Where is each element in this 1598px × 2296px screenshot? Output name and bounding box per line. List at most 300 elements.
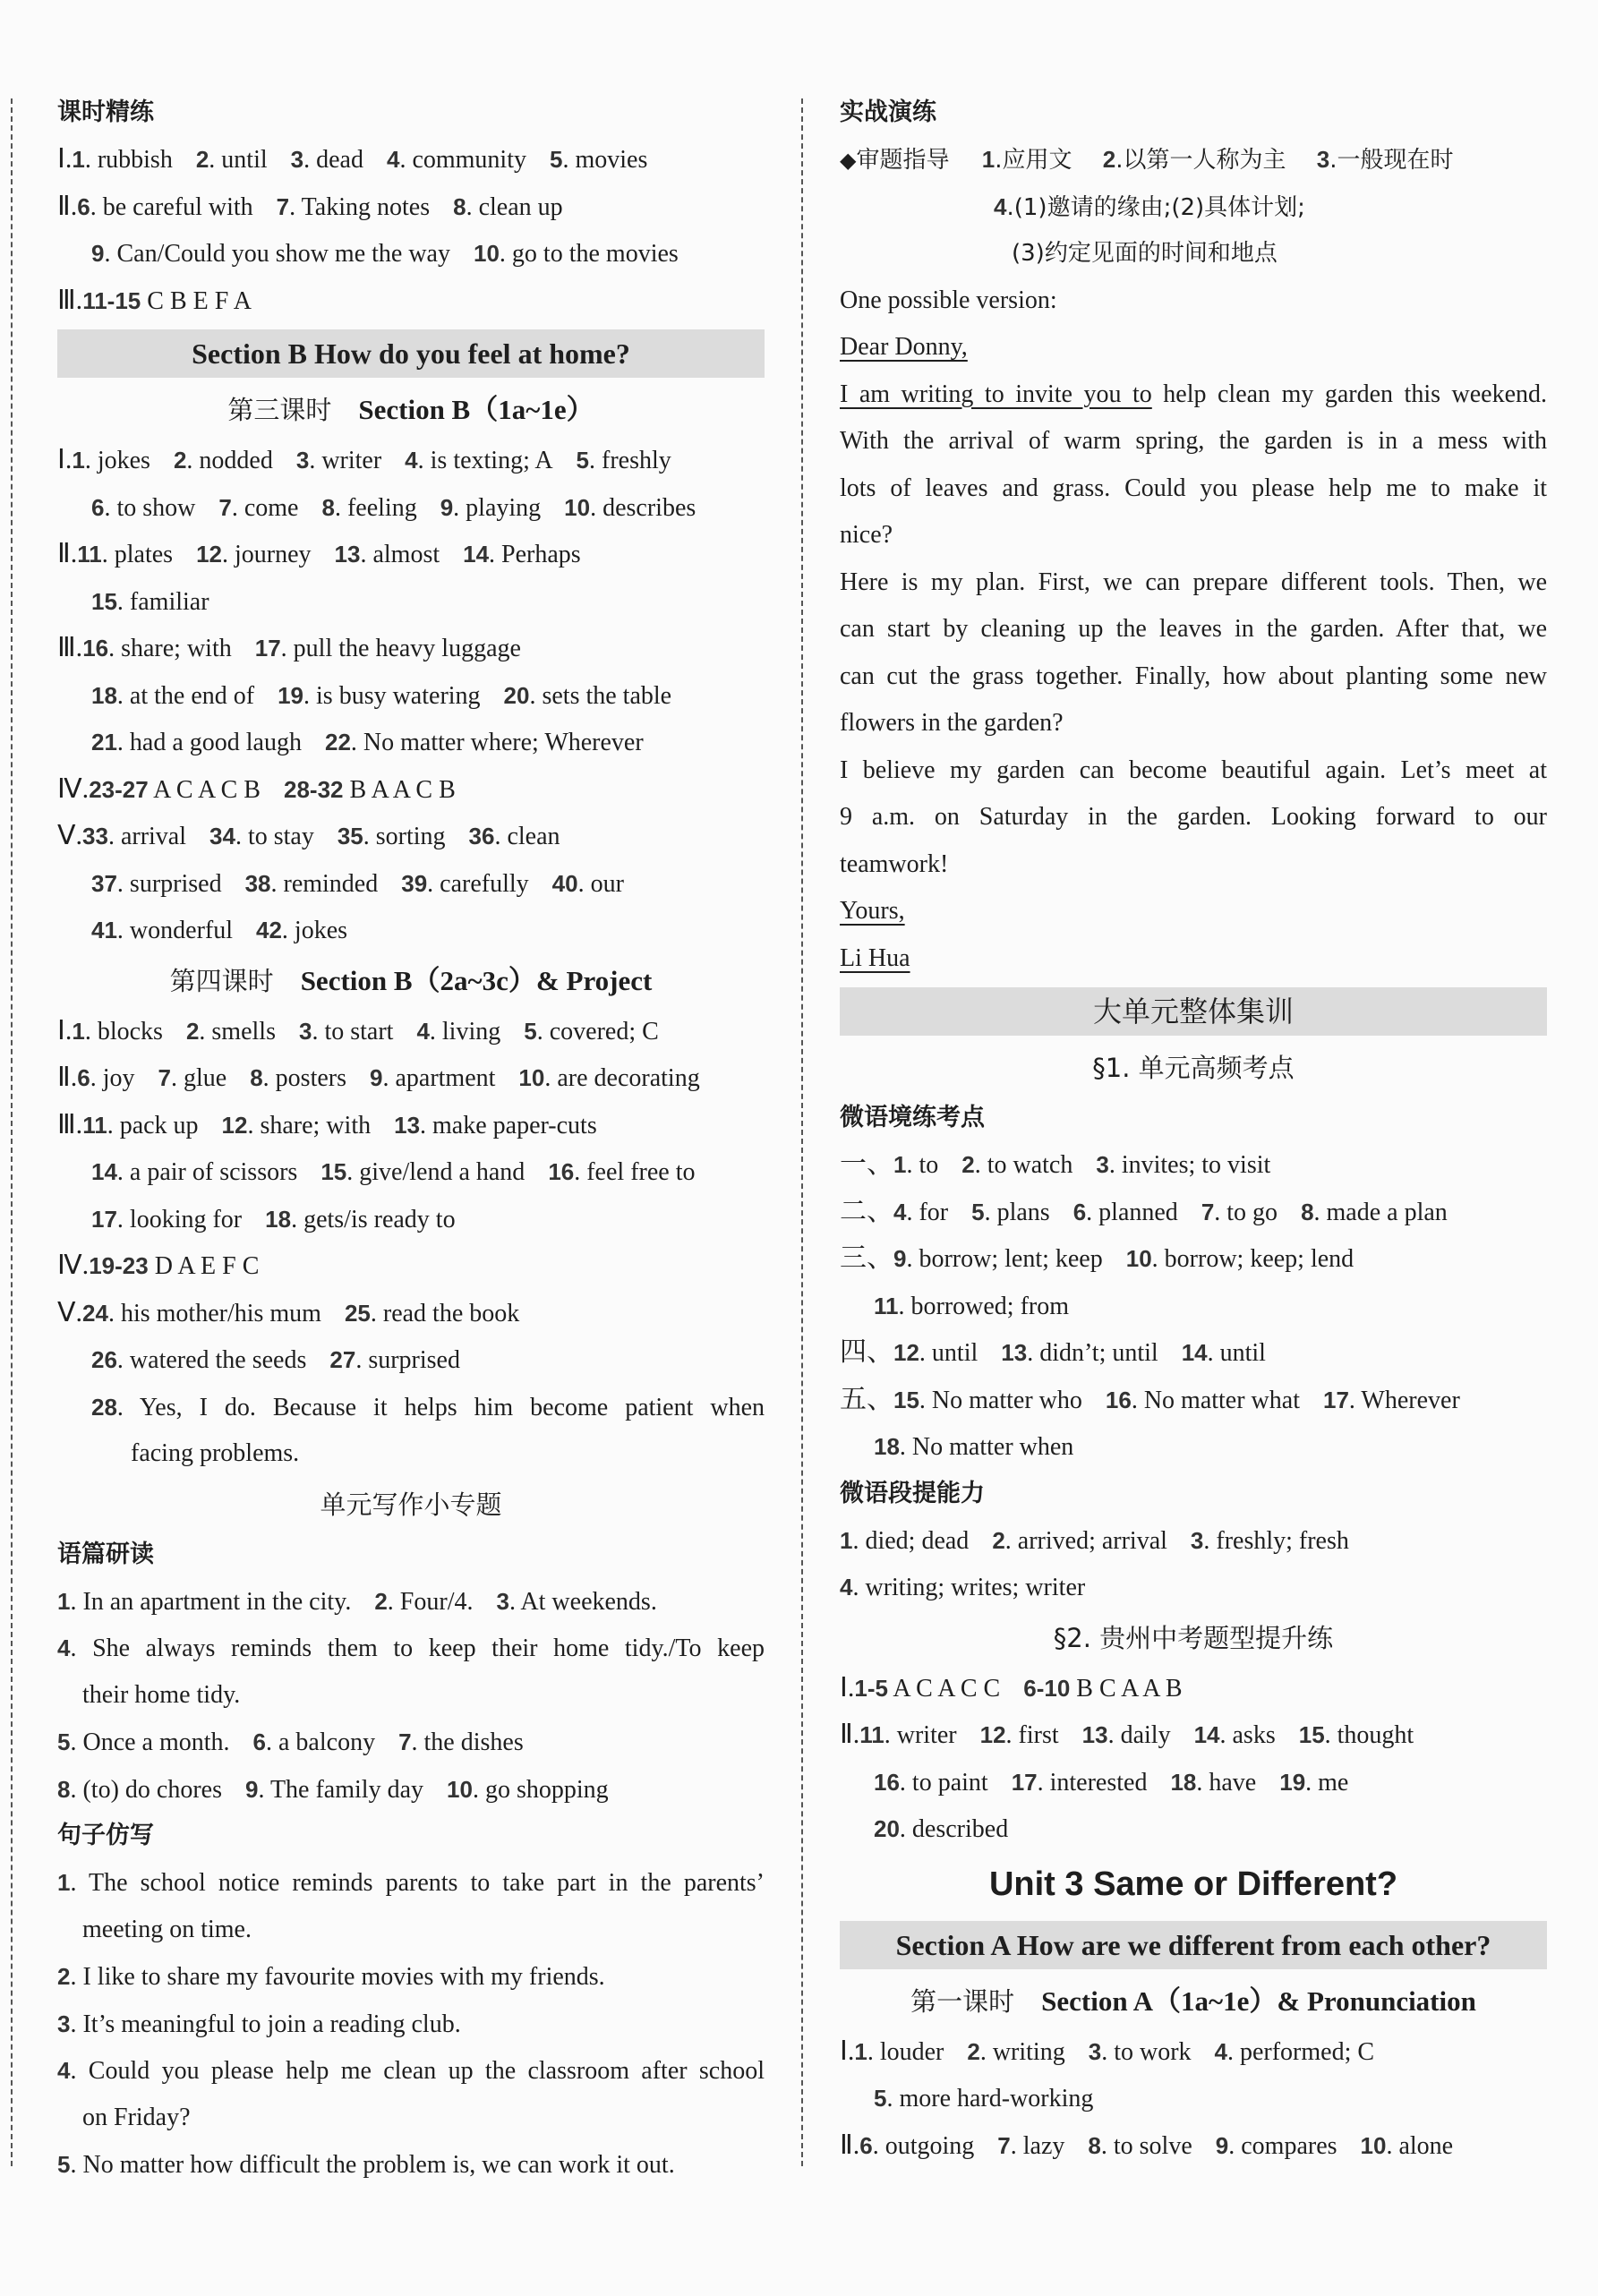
- item-number: 1: [72, 447, 85, 474]
- answer-line: [57, 437, 765, 484]
- answer-item: 41. wonderful: [91, 917, 233, 944]
- answer-text: arrived; arrival: [1017, 1526, 1167, 1555]
- sentence-text: I like to share my favourite movies with my friends.: [82, 1963, 605, 1991]
- sentence-line: on Friday?: [82, 2103, 191, 2131]
- item-number: 24: [82, 1299, 108, 1327]
- letter-line: 9 a.m. on Saturday in the garden. Looking forward to our: [840, 803, 1547, 831]
- answer-item: 10. are decorating: [518, 1064, 700, 1092]
- answer-text: to stay: [247, 823, 314, 850]
- answer-item: 10. borrow; keep; lend: [1125, 1245, 1354, 1273]
- answer-text: plates: [114, 541, 174, 568]
- answer-text: is busy watering: [316, 681, 481, 710]
- roman-numeral: Ⅳ.: [57, 773, 90, 804]
- answer-text: surprised: [129, 869, 222, 898]
- letter-text: help clean my garden this weekend.: [1151, 380, 1548, 408]
- s2-title: §2. 贵州中考题型提升练: [1053, 1622, 1334, 1653]
- answer-item: 2. writing: [967, 2037, 1065, 2066]
- guide-line: (3)约定见面的时间和地点: [1012, 240, 1278, 267]
- answer-line: [57, 1008, 765, 1055]
- roman-numeral: Ⅳ.: [57, 1250, 90, 1280]
- item-number: 1: [893, 1151, 907, 1178]
- item-number: 2: [961, 1151, 975, 1178]
- answer-item: 5. plans: [971, 1198, 1050, 1226]
- item-number: 9: [893, 1245, 907, 1272]
- item-number: 3: [1316, 146, 1330, 173]
- item-number: 28: [91, 1393, 117, 1421]
- answer-text: thought: [1337, 1721, 1414, 1749]
- answer-text: is texting; A: [430, 447, 553, 474]
- answer-text: pull the heavy luggage: [293, 635, 521, 662]
- answer-item: 12. share; with: [221, 1111, 372, 1139]
- item-number: 1: [981, 146, 996, 173]
- answer-item: 4. writing; writes; writer: [840, 1574, 1086, 1601]
- roman-numeral: Ⅲ.: [57, 285, 83, 315]
- answer-item: 11. pack up: [82, 1111, 199, 1139]
- answer-line: [57, 484, 765, 532]
- answer-text: make paper-cuts: [432, 1111, 597, 1139]
- item-number: 4: [405, 447, 418, 474]
- answer-text: feel free to: [586, 1158, 696, 1186]
- answer-item: 42. jokes: [256, 917, 348, 944]
- answer-text: journey: [235, 541, 312, 568]
- answer-line: [57, 719, 765, 766]
- answer-line: [840, 1759, 1547, 1806]
- item-number: 6: [77, 1064, 90, 1091]
- sentence-text: It’s meaningful to join a reading club.: [82, 2010, 461, 2038]
- roman-numeral: 四、: [840, 1337, 893, 1367]
- item-range: 1-5: [854, 1674, 888, 1702]
- roman-numeral: Ⅰ.: [840, 2036, 855, 2066]
- answer-text: to solve: [1113, 2131, 1192, 2160]
- answer-item: 1. to: [893, 1151, 939, 1179]
- answer-line: [57, 1766, 765, 1814]
- answer-text: reminded: [283, 869, 379, 898]
- answer-item: 37. surprised: [91, 869, 222, 898]
- answer-letters: D A E F C: [148, 1252, 260, 1280]
- item-number: 35: [337, 823, 363, 849]
- answer-text: apartment: [395, 1064, 496, 1092]
- answer-item: 5. Once a month.: [57, 1728, 230, 1756]
- answer-text: joy: [102, 1064, 135, 1092]
- item-number: 2: [57, 1963, 71, 1990]
- item-range: 23-27: [89, 775, 149, 803]
- item-number: 5: [57, 2151, 71, 2178]
- answer-text: nodded: [199, 447, 273, 474]
- item-number: 9: [91, 240, 105, 267]
- item-number: 8: [250, 1064, 263, 1091]
- item-number: 2: [1102, 146, 1116, 173]
- lesson4-title: [57, 954, 765, 1008]
- answer-item: 1. blocks: [72, 1017, 163, 1046]
- item-number: 18: [265, 1205, 292, 1233]
- answer-text: playing: [466, 493, 542, 522]
- answer-text: gets/is ready to: [303, 1205, 456, 1233]
- answer-item: 26. watered the seeds: [91, 1346, 307, 1374]
- item-number: 19: [278, 681, 304, 709]
- answer-item: 9. borrow; lent; keep: [893, 1245, 1103, 1273]
- item-number: 37: [91, 869, 117, 897]
- item-number: 7: [158, 1064, 171, 1091]
- item-number: 13: [334, 541, 361, 568]
- item-number: 5: [971, 1198, 985, 1225]
- answer-item: 18. at the end of: [91, 681, 255, 710]
- item-number: 4: [893, 1198, 907, 1225]
- item-number: 8: [57, 1775, 71, 1803]
- letter-line: nice?: [840, 521, 893, 549]
- answer-text: feeling: [346, 493, 417, 522]
- answer-item: 2. until: [195, 146, 268, 174]
- item-number: 5: [874, 2085, 887, 2112]
- answer-item: 7. Taking notes: [276, 192, 431, 221]
- answer-item: 9. apartment: [370, 1064, 496, 1092]
- item-number: 34: [209, 823, 235, 849]
- answer-line: [840, 1805, 1547, 1853]
- item-number: 6: [252, 1728, 266, 1755]
- answer-text: his mother/his mum: [120, 1299, 321, 1327]
- answer-item: 15. No matter who: [893, 1386, 1082, 1414]
- item-number: 6: [77, 192, 90, 220]
- item-number: 10: [518, 1064, 545, 1091]
- roman-numeral: Ⅱ.: [57, 539, 78, 568]
- item-number: 10: [564, 493, 591, 521]
- answer-item: 18. No matter when: [874, 1433, 1074, 1461]
- guide-text: 应用文: [1002, 147, 1072, 174]
- lesson3-cn: 第三课时: [227, 395, 332, 425]
- greeting-text: Dear Donny,: [840, 333, 968, 361]
- answer-text: planned: [1098, 1198, 1178, 1226]
- answer-text: described: [911, 1815, 1009, 1843]
- s1-title: §1. 单元高频考点: [1092, 1053, 1295, 1083]
- answer-item: 12. journey: [196, 541, 312, 568]
- item-number: 3: [298, 1017, 312, 1045]
- sentence-line: meeting on time.: [82, 1915, 252, 1943]
- answer-text: In an apartment in the city.: [82, 1587, 352, 1616]
- guide-label: 审题指导: [856, 147, 950, 174]
- answer-item: 7. glue: [158, 1064, 227, 1092]
- letter-intro: One possible version:: [840, 286, 1057, 314]
- answer-item: 6. outgoing: [859, 2131, 975, 2160]
- item-number: 4: [994, 192, 1007, 220]
- answer-text: writer: [896, 1721, 957, 1749]
- answer-text: community: [412, 146, 526, 174]
- answer-item: 11. plates: [77, 541, 174, 568]
- answer-text: smells: [211, 1017, 276, 1046]
- letter-signature: [840, 935, 1547, 983]
- item-number: 11: [859, 1721, 884, 1748]
- answer-line: [840, 1665, 1547, 1712]
- item-number: 14: [91, 1158, 117, 1185]
- answer-item: 13. almost: [334, 541, 440, 568]
- answer-text: carefully: [440, 869, 529, 898]
- answer-text: borrow; lent; keep: [919, 1245, 1103, 1273]
- answer-line: [57, 672, 765, 720]
- answer-item: 33. arrival: [82, 823, 187, 850]
- answer-item: 11. borrowed; from: [874, 1292, 1070, 1320]
- item-number: 9: [370, 1064, 383, 1091]
- item-number: 5: [57, 1728, 71, 1755]
- answer-line: [57, 1054, 765, 1102]
- answer-item: 2. Four/4.: [374, 1587, 474, 1616]
- answer-text: go shopping: [484, 1775, 609, 1804]
- item-number: 7: [997, 2131, 1011, 2159]
- item-number: 41: [91, 917, 117, 943]
- answer-text: share; with: [121, 635, 232, 662]
- answer-text: didn’t; until: [1039, 1339, 1158, 1367]
- answer-item: 14. until: [1181, 1339, 1266, 1367]
- item-number: 4: [416, 1017, 430, 1045]
- answer-item: 17. Wherever: [1322, 1386, 1460, 1414]
- answer-item: 21. had a good laugh: [91, 729, 302, 756]
- answer-item: 9. playing: [440, 493, 542, 522]
- answer-text: give/lend a hand: [359, 1158, 526, 1186]
- item-number: 3: [1096, 1151, 1109, 1178]
- answer-item: 25. read the book: [344, 1299, 520, 1327]
- answer-line: [57, 625, 765, 672]
- answer-item: 16. to paint: [874, 1768, 988, 1797]
- item-number: 10: [1360, 2131, 1387, 2159]
- answer-letters: B C A A B: [1070, 1674, 1183, 1703]
- item-number: 7: [398, 1728, 412, 1755]
- item-number: 1: [72, 1017, 85, 1045]
- answer-text: jokes: [294, 917, 348, 944]
- roman-numeral: Ⅲ.: [57, 1109, 83, 1139]
- answer-text: until: [931, 1339, 978, 1367]
- item-number: 40: [551, 869, 578, 897]
- micro-heading: 微语境练考点: [840, 1104, 985, 1131]
- answer-text: alone: [1398, 2131, 1454, 2160]
- item-number: 4: [57, 2057, 71, 2084]
- item-number: 12: [893, 1339, 919, 1366]
- item-number: 15: [320, 1158, 347, 1185]
- item-number: 13: [394, 1111, 421, 1139]
- letter-greeting: [840, 324, 1547, 371]
- answer-item: 40. our: [551, 869, 624, 898]
- guide-line: 4.(1)邀请的缘由;(2)具体计划;: [994, 192, 1305, 221]
- item-number: 8: [1088, 2131, 1101, 2159]
- item-number: 6: [91, 493, 105, 521]
- answer-item: 14. Perhaps: [463, 541, 581, 568]
- roman-numeral: 二、: [840, 1196, 893, 1226]
- unit-training-bar: 大单元整体集训: [840, 987, 1547, 1036]
- answer-text: have: [1209, 1768, 1257, 1797]
- answer-text: writing: [992, 2037, 1065, 2066]
- answer-item: 36. clean: [468, 823, 560, 850]
- roman-numeral: Ⅰ.: [57, 445, 73, 474]
- lesson3-title: [57, 383, 765, 437]
- answer-text: to watch: [987, 1151, 1073, 1179]
- answer-line: [57, 1578, 765, 1626]
- underlined-phrase: I am writing to invite you to: [840, 380, 1152, 408]
- item-number: 1: [72, 146, 85, 173]
- answer-item: 6. joy: [77, 1064, 135, 1092]
- answer-text: performed; C: [1239, 2037, 1375, 2066]
- sentence-line: 3. It’s meaningful to join a reading club.: [57, 2010, 461, 2038]
- item-number: 4: [57, 1635, 71, 1661]
- answer-text: for: [919, 1198, 949, 1226]
- item-number: 22: [324, 729, 351, 755]
- item-number: 6: [1072, 1198, 1087, 1225]
- item-number: 20: [874, 1815, 900, 1842]
- answer-text: our: [590, 869, 624, 898]
- answer-line: [840, 1517, 1547, 1565]
- answer-text: Four/4.: [399, 1587, 474, 1616]
- answer-text: outgoing: [884, 2131, 975, 2160]
- unit3-title: Unit 3 Same or Different?: [988, 1865, 1398, 1903]
- answer-text: Perhaps: [501, 541, 581, 568]
- item-number: 19: [1279, 1768, 1306, 1796]
- answer-item: 17. looking for: [91, 1205, 243, 1233]
- item-number: 2: [967, 2037, 980, 2065]
- answer-item: 10. alone: [1360, 2131, 1454, 2160]
- item-number: 27: [329, 1346, 356, 1373]
- answer-text: to paint: [911, 1768, 988, 1797]
- letter-line: can start by cleaning up the leaves in the garden. After that, we: [840, 615, 1547, 643]
- answer-text: jokes: [97, 447, 150, 474]
- answer-text: until: [1219, 1339, 1266, 1367]
- answer-line: [840, 1423, 1547, 1471]
- answer-text: had a good laugh: [129, 729, 302, 756]
- answer-item: 7. to go: [1201, 1198, 1278, 1226]
- item-number: 4: [1214, 2037, 1227, 2065]
- answer-line: [840, 1283, 1547, 1330]
- answer-line: [57, 1102, 765, 1149]
- answer-item: 3. to work: [1088, 2037, 1192, 2066]
- answer-text: No matter when: [911, 1433, 1074, 1461]
- roman-numeral: Ⅲ.: [57, 633, 83, 662]
- answer-text: asks: [1232, 1721, 1276, 1749]
- answer-text: go to the movies: [511, 240, 679, 268]
- answer-text: a pair of scissors: [129, 1158, 298, 1186]
- answer-text: sets the table: [542, 681, 672, 710]
- answer-item: 8. posters: [250, 1064, 346, 1092]
- answer-text: She always reminds them to keep their home tidy./To keep: [92, 1635, 765, 1662]
- sentence-line: 5. No matter how difficult the problem is, we can work it out.: [57, 2151, 675, 2179]
- answer-line: [57, 907, 765, 954]
- roman-numeral: 一、: [840, 1149, 893, 1179]
- answer-item: 1. louder: [854, 2037, 944, 2066]
- answer-text: wonderful: [129, 917, 233, 944]
- diamond-icon: ◆: [840, 148, 857, 173]
- answer-item: 3. to start: [298, 1017, 394, 1046]
- answer-item: 10. describes: [564, 493, 696, 522]
- answer-item: 4. for: [893, 1198, 949, 1226]
- answer-item: 7. come: [218, 493, 299, 522]
- answer-item: 18. gets/is ready to: [265, 1205, 456, 1233]
- letter-closing: [840, 888, 1547, 935]
- sentence-line: 1. The school notice reminds parents to take part in the parents’: [57, 1869, 765, 1897]
- answer-item: 15. thought: [1298, 1721, 1414, 1749]
- letter-line: can cut the grass together. Finally, how about planting some new: [840, 661, 1547, 690]
- roman-numeral: Ⅰ.: [840, 1672, 855, 1703]
- letter-line: teamwork!: [840, 849, 949, 878]
- answer-item: 24. his mother/his mum: [82, 1299, 321, 1327]
- answer-item: 8. (to) do chores: [57, 1775, 222, 1804]
- answer-text: come: [244, 493, 299, 522]
- item-number: 2: [992, 1526, 1005, 1554]
- item-number: 10: [447, 1775, 473, 1803]
- item-range: 28-32: [283, 775, 344, 803]
- practice-heading: 实战演练: [840, 98, 936, 126]
- item-number: 15: [893, 1386, 919, 1413]
- item-number: 16: [548, 1158, 575, 1185]
- answer-text: read the book: [382, 1299, 520, 1327]
- letter-line: flowers in the garden?: [840, 709, 1064, 737]
- answer-item: 8. made a plan: [1301, 1198, 1448, 1226]
- answer-item: 8. to solve: [1088, 2131, 1192, 2160]
- answer-text: At weekends.: [520, 1587, 657, 1616]
- item-number: 3: [1190, 1526, 1204, 1554]
- answer-item: 38. reminded: [244, 869, 379, 898]
- item-number: 8: [1301, 1198, 1314, 1225]
- answer-text: No matter what: [1143, 1386, 1300, 1414]
- answer-item: 3. dead: [290, 146, 363, 174]
- item-number: 9: [244, 1775, 259, 1803]
- item-number: 14: [1181, 1339, 1208, 1366]
- answer-text: be careful with: [102, 192, 253, 221]
- guide-text: 以第一人称为主: [1123, 147, 1286, 174]
- answer-item: 15. familiar: [91, 587, 209, 616]
- answer-item: 8. feeling: [321, 493, 417, 522]
- answer-text: compares: [1241, 2131, 1337, 2160]
- answer-text: watered the seeds: [129, 1346, 307, 1374]
- item-number: 17: [91, 1205, 117, 1233]
- answer-item: 1. died; dead: [840, 1526, 970, 1555]
- roman-numeral: Ⅰ.: [57, 144, 73, 174]
- answer-text: posters: [275, 1064, 346, 1092]
- answer-item: 9. The family day: [244, 1775, 424, 1804]
- answer-line: 28. Yes, I do. Because it helps him become patient when: [91, 1393, 765, 1421]
- answer-line: [57, 1242, 765, 1290]
- answer-text: dead: [316, 146, 363, 174]
- answer-text: borrow; keep; lend: [1164, 1245, 1354, 1273]
- answer-line: [57, 1196, 765, 1243]
- letter-line: [840, 371, 1547, 419]
- answer-item: 13. daily: [1081, 1721, 1171, 1749]
- answer-text: No matter who: [931, 1386, 1082, 1414]
- item-number: 36: [468, 823, 495, 849]
- answer-item: 4. performed; C: [1214, 2037, 1375, 2066]
- answer-item: 10. go to the movies: [474, 240, 679, 268]
- answer-line: [57, 136, 765, 184]
- answer-item: 7. lazy: [997, 2131, 1065, 2160]
- sentence-line: 4. Could you please help me clean up the classroom after school: [57, 2057, 765, 2085]
- answer-text: surprised: [368, 1346, 460, 1374]
- item-number: 17: [1322, 1386, 1349, 1413]
- roman-numeral: Ⅰ.: [57, 1015, 73, 1046]
- answer-item: 1. rubbish: [72, 146, 173, 174]
- answer-text: to work: [1114, 2037, 1192, 2066]
- answer-text: interested: [1049, 1768, 1148, 1797]
- answer-text: to go: [1226, 1198, 1278, 1226]
- item-number: 17: [254, 635, 281, 661]
- answer-text: first: [1018, 1721, 1059, 1749]
- item-number: 2: [185, 1017, 200, 1045]
- roman-numeral: Ⅴ.: [57, 1297, 83, 1327]
- left-column: [57, 90, 765, 2189]
- answer-line: their home tidy.: [82, 1680, 241, 1709]
- item-number: 14: [463, 541, 490, 568]
- roman-numeral: Ⅱ.: [840, 1720, 860, 1749]
- item-number: 16: [874, 1768, 900, 1796]
- answer-item: 10. go shopping: [447, 1775, 609, 1804]
- letter-line: Here is my plan. First, we can prepare different tools. Then, we: [840, 568, 1547, 596]
- answer-item: 35. sorting: [337, 823, 446, 850]
- answer-text: are decorating: [557, 1064, 700, 1092]
- answer-item: 11. writer: [859, 1721, 957, 1749]
- answer-item: 9. compares: [1215, 2131, 1337, 2160]
- answer-item: 39. carefully: [401, 869, 529, 898]
- answer-item: 16. feel free to: [548, 1158, 696, 1186]
